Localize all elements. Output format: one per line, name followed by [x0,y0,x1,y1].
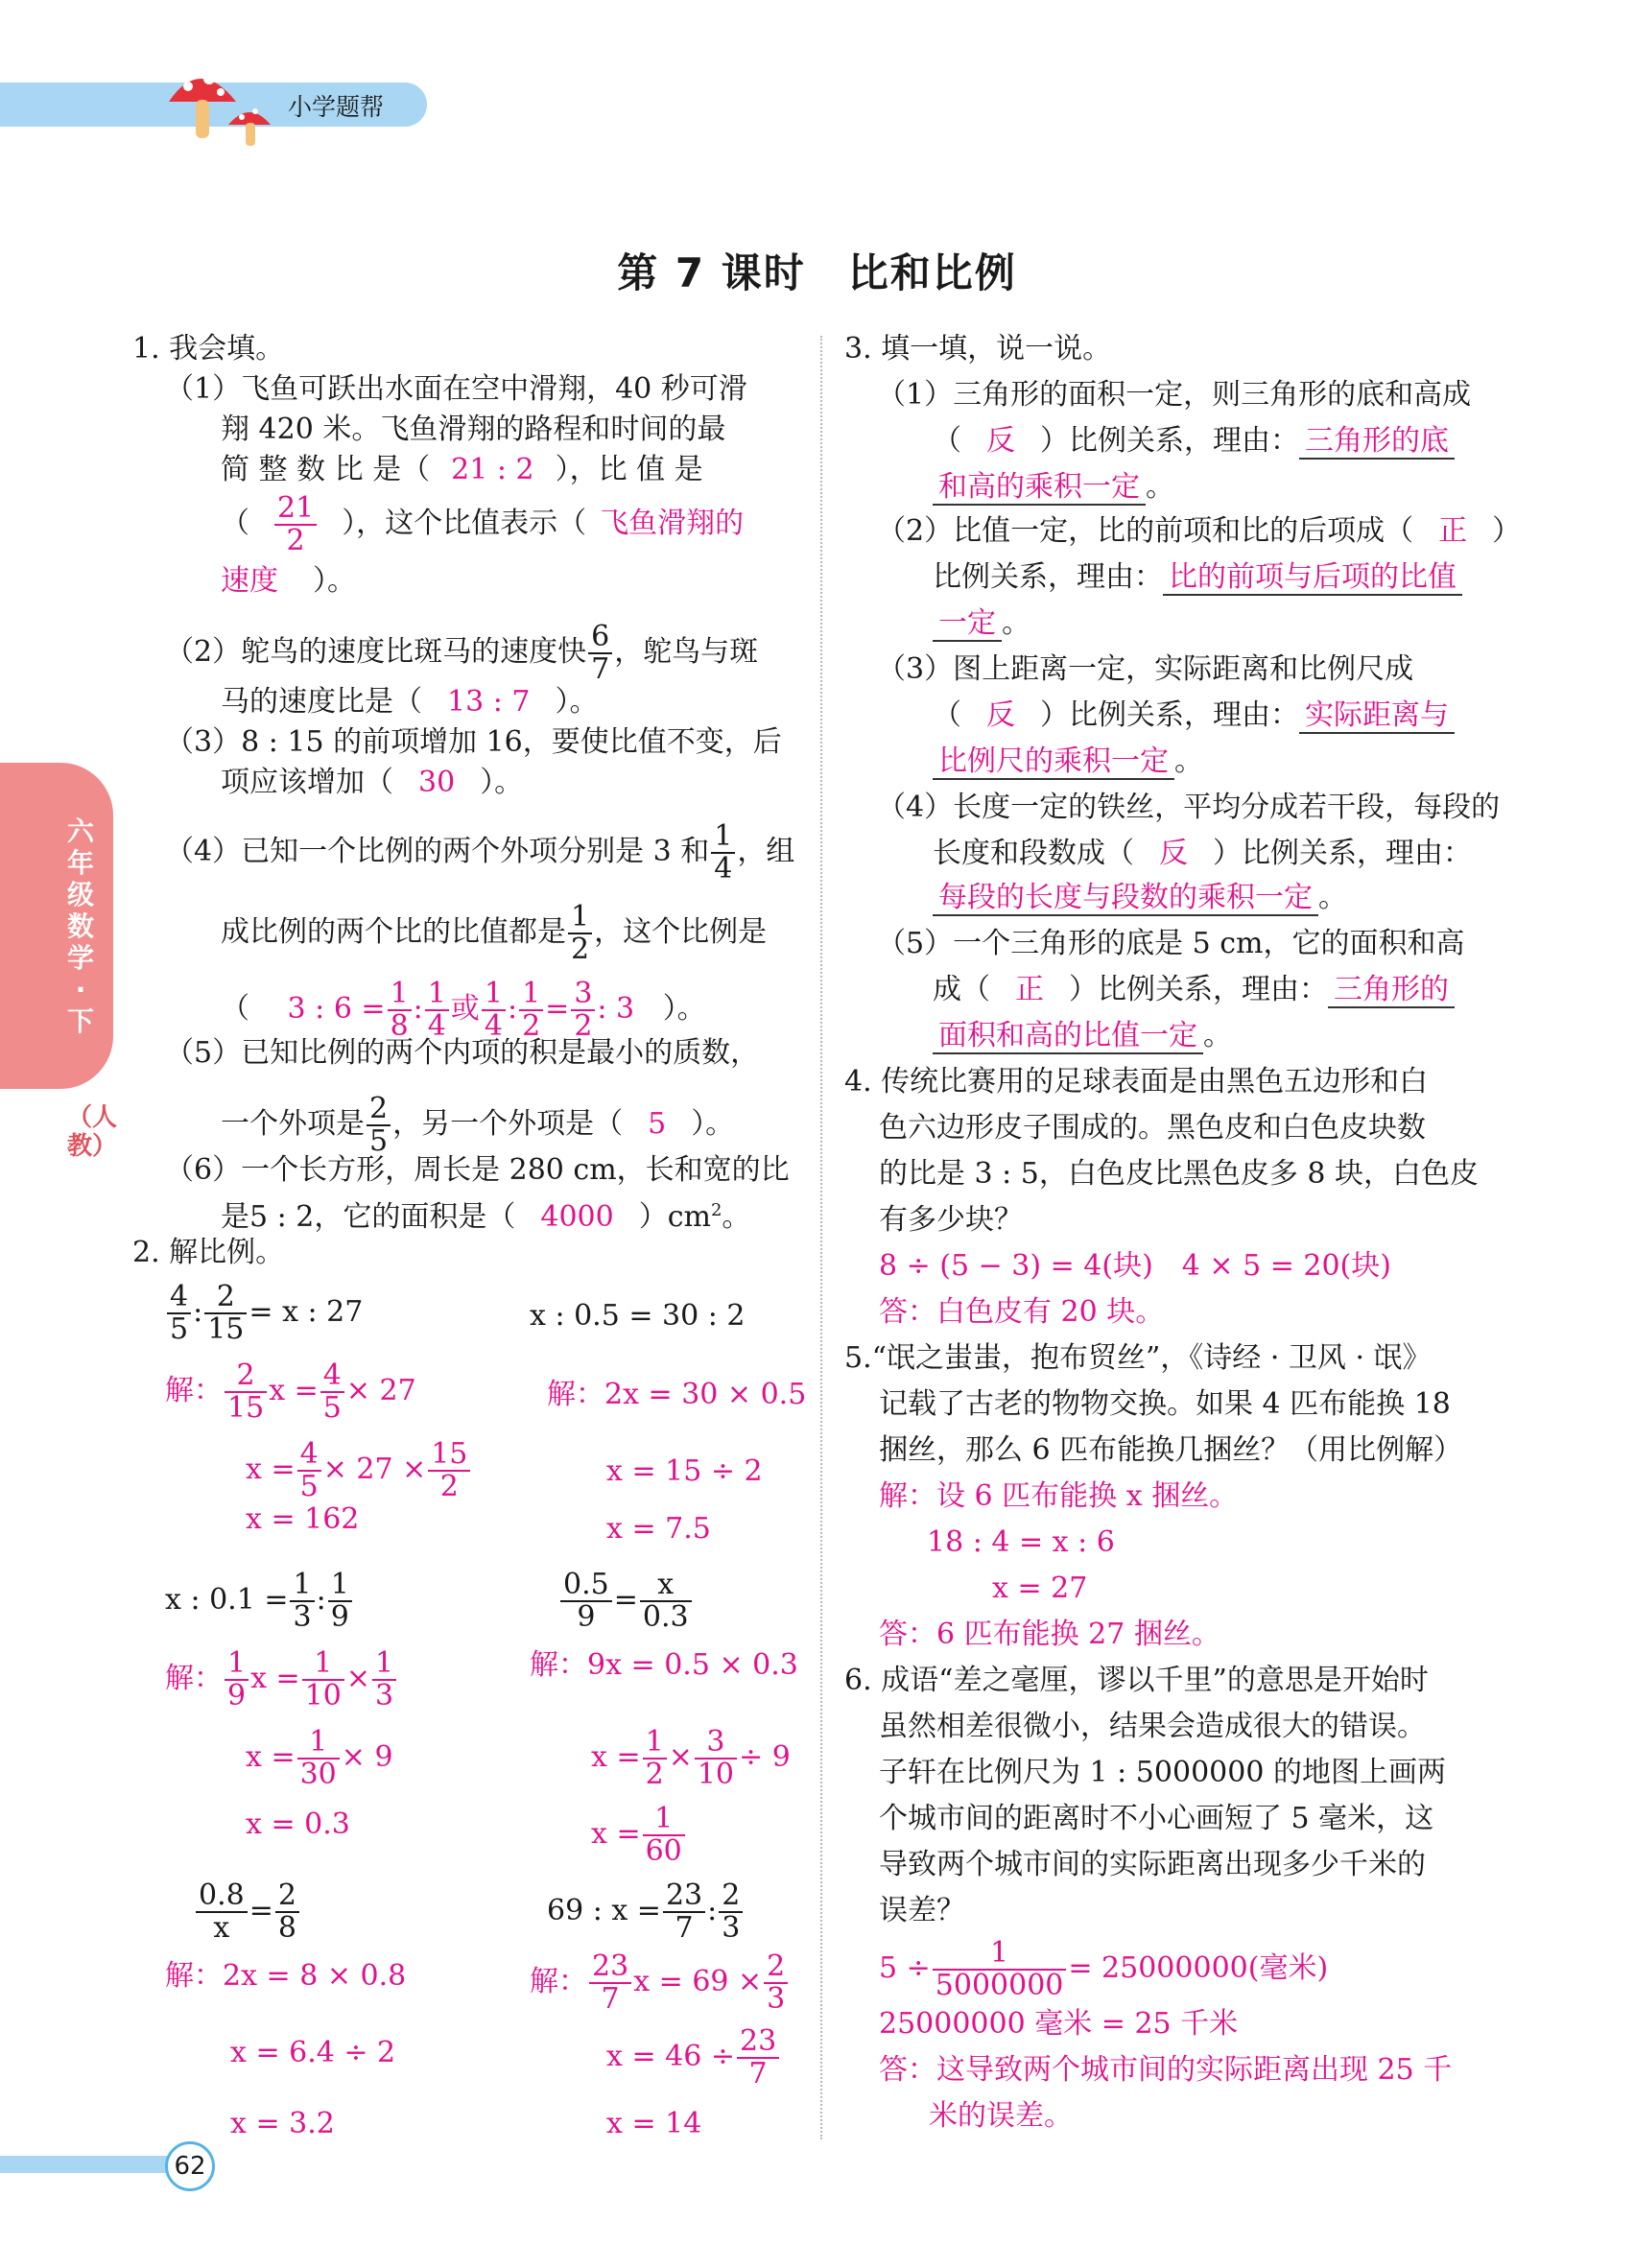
q2-e1-step2: x = $\frac{4}{5}$ × 27 × $\frac{15}{2}$ [246,1439,472,1502]
q5-step3: x = 27 [992,1571,1088,1605]
q1-p1-answer-ratio: 21 : 2 [451,453,534,486]
q2-e1-step3: x = 162 [246,1502,360,1536]
page-number: 62 [165,2141,215,2191]
q5-line1: 5.“氓之蚩蚩，抱布贸丝”，《诗经 · 卫风 · 氓》 [844,1341,1432,1375]
edition-label: （人教） [67,1103,118,1161]
column-divider [820,336,822,2139]
q2-e6-step3: x = 14 [606,2107,702,2140]
q1-p3-answer: 30 [418,766,456,799]
q2-e4-question: $\frac{0.5}{9}$ = $\frac{x}{0.3}$ [558,1570,694,1633]
q5-step1: 解：设 6 匹布能换 x 捆丝。 [879,1479,1239,1513]
q1-p1-line1: （1）飞鱼可跃出水面在空中滑翔，40 秒可滑 [165,372,747,406]
q2-e6-step1: 解： $\frac{23}{7}$ x = 69 × $\frac{2}{3}$ [530,1951,790,2015]
q3-p3-line2: （ 反 ）比例关系，理由： 实际距离与 [933,698,1455,733]
grade-label: 六年级数学·下 [66,815,94,1037]
q1-p6-line2: 是5 : 2，它的面积是（ 4000 ）$cm^2$。 [221,1200,751,1234]
q2-e4-step1: 解：9x = 0.5 × 0.3 [530,1648,798,1682]
q5-step2: 18 : 4 = x : 6 [927,1525,1115,1559]
q3-p1-line3: 和高的乘积一定 。 [933,470,1174,505]
q1-p1-answer-meaning: 飞鱼滑翔的 [600,507,745,540]
q6-answer-line1: 答：这导致两个城市间的实际距离出现 25 千 [879,2053,1453,2087]
q3-p2-line1: （2）比值一定，比的前项和比的后项成（ 正 ） [877,514,1522,548]
q6-line4: 个城市间的距离时不小心画短了 5 毫米，这 [879,1802,1434,1835]
q5-line2: 记载了古老的物物交换。如果 4 匹布能换 18 [879,1387,1451,1421]
q6-line5: 导致两个城市间的实际距离出现多少千米的 [879,1848,1426,1881]
q6-line3: 子轩在比例尺为 1 : 5000000 的地图上画两 [879,1756,1446,1789]
mushroom-icon [161,56,276,148]
q1-p1-answer-fraction: $\frac{21}{2}$ [274,493,317,556]
page-title: 第 7 课时 比和比例 [617,249,1017,296]
q1-p5-line1: （5）已知比例的两个内项的积是最小的质数， [165,1036,760,1070]
q1-p2-answer: 13 : 7 [447,685,531,719]
q2-e5-step3: x = 3.2 [230,2107,335,2140]
q1-p1-line2: 翔 420 米。飞鱼滑翔的路程和时间的最 [221,413,726,446]
q2-e6-step2: x = 46 ÷ $\frac{23}{7}$ [606,2026,781,2090]
footer-band [0,2156,192,2173]
q6-answer-line2: 米的误差。 [929,2099,1073,2133]
q2-e2-step1: 解：2x = 30 × 0.5 [547,1378,807,1411]
q1-p2-line1: （2）鸵鸟的速度比斑马的速度快 $\frac{6}{7}$ ，鸵鸟与斑 [165,620,759,686]
q4-line2: 色六边形皮子围成的。黑色皮和白色皮块数 [879,1111,1426,1145]
q3-p4-line1: （4）长度一定的铁丝，平均分成若干段，每段的 [877,791,1501,824]
q1-p6-answer: 4000 [540,1200,614,1234]
q6-line6: 误差？ [879,1894,965,1927]
q1-p1-line4: （ $\frac{21}{2}$ ），这个比值表示（ 飞鱼滑翔的 [221,491,745,557]
q3-p4-line2: 长度和段数成（ 反 ）比例关系，理由： [933,837,1472,870]
q6-line2: 虽然相差很微小，结果会造成很大的错误。 [879,1710,1426,1743]
q3-p3-line1: （3）图上距离一定，实际距离和比例尺成 [877,652,1414,686]
q2-e1-question: $\frac{4}{5}$ : $\frac{2}{15}$ = x : 27 [165,1282,363,1345]
brand-label: 小学题帮 [288,93,385,121]
q5-answer: 答：6 匹布能换 27 捆丝。 [879,1618,1220,1651]
q2-e2-question: x : 0.5 = 30 : 2 [530,1299,746,1333]
q3-p5-line2: 成（ 正 ）比例关系，理由： 三角形的 [933,973,1455,1007]
q3-p2-line3: 一定 。 [933,606,1030,641]
q3-p1-line2: （ 反 ）比例关系，理由： 三角形的底 [933,424,1455,459]
q1-heading: 1. 我会填。 [132,332,285,366]
q2-e3-step1: 解： $\frac{1}{9}$ x = $\frac{1}{10}$ × $\frac{1}{3}$ [165,1648,398,1712]
q2-e4-step3: x = $\frac{1}{60}$ [591,1804,687,1867]
q4-line4: 有多少块？ [879,1203,1023,1237]
q3-p1-line1: （1）三角形的面积一定，则三角形的底和高成 [877,378,1472,412]
q1-p1-line3: 简 整 数 比 是（ 21 : 2 ），比 值 是 [221,453,703,486]
q3-p3-line3: 比例尺的乘积一定 。 [933,744,1203,779]
q1-p5-line2: 一个外项是 $\frac{2}{5}$ ，另一个外项是（ 5 ）。 [221,1092,735,1158]
q2-e5-step2: x = 6.4 ÷ 2 [230,2036,396,2069]
q4-solution: 8 ÷ (5 − 3) = 4(块) 4 × 5 = 20(块) [879,1249,1391,1283]
q2-e2-step2: x = 15 ÷ 2 [606,1454,763,1488]
q2-e5-step1: 解：2x = 8 × 0.8 [165,1959,407,1993]
q4-answer: 答：白色皮有 20 块。 [879,1295,1165,1329]
q1-p4-answer: 3 : 6 = $\frac{1}{8}$ : $\frac{1}{4}$ 或 $\frac{1}{4}$ : $\frac{1}{2}$ = $\frac{3}{2}$ : 3 [287,977,635,1043]
q2-e1-step1: 解： $\frac{2}{15}$ x = $\frac{4}{5}$ × 27 [165,1358,416,1425]
q2-e3-step3: x = 0.3 [246,1807,350,1841]
q4-line3: 的比是 3 : 5，白色皮比黑色皮多 8 块，白色皮 [879,1157,1480,1191]
q1-p4-line2: 成比例的两个比的比值都是 $\frac{1}{2}$ ，这个比例是 [221,900,768,966]
q2-e3-step2: x = $\frac{1}{30}$ × 9 [246,1725,393,1791]
q1-p5-answer: 5 [648,1107,667,1141]
q2-e6-question: 69 : x = $\frac{23}{7}$ : $\frac{2}{3}$ [547,1880,745,1944]
q3-p5-line3: 面积和高的比值一定 。 [933,1019,1232,1053]
q6-step2: 25000000 毫米 = 25 千米 [879,2007,1239,2041]
q1-p4-line1: （4）已知一个比例的两个外项分别是 3 和 $\frac{1}{4}$ ，组 [165,819,795,886]
q4-line1: 4. 传统比赛用的足球表面是由黑色五边形和白 [844,1065,1429,1099]
q2-heading: 2. 解比例。 [132,1236,285,1269]
q2-e3-question: x : 0.1 = $\frac{1}{3}$ : $\frac{1}{9}$ [165,1570,354,1633]
q5-line3: 捆丝，那么 6 匹布能换几捆丝？（用比例解） [879,1433,1463,1467]
q3-p4-line3: 每段的长度与段数的乘积一定 。 [933,881,1347,915]
q2-e4-step2: x = $\frac{1}{2}$ × $\frac{3}{10}$ ÷ 9 [591,1725,791,1791]
q1-p4-line3: （ 3 : 6 = $\frac{1}{8}$ : $\frac{1}{4}$ 或 $\frac{1}{4}$ : $\frac{1}{2}$ = $\frac{3}{2}$ : 3 ）。 [221,977,706,1043]
q1-p3-line2: 项应该增加（ 30 ）。 [221,766,524,799]
q1-p1-line5: 速度 ）。 [221,564,356,598]
q2-e5-question: $\frac{0.8}{x}$ = $\frac{2}{8}$ [194,1880,301,1944]
q3-p5-line1: （5）一个三角形的底是 5 cm，它的面积和高 [877,927,1465,960]
q6-line1: 6. 成语“差之毫厘，谬以千里”的意思是开始时 [844,1664,1429,1697]
q3-heading: 3. 填一填，说一说。 [844,332,1112,366]
q3-p2-line2: 比例关系，理由： 比的前项与后项的比值 [933,560,1462,595]
q1-p3-line1: （3）8 : 15 的前项增加 16，要使比值不变，后 [165,725,782,759]
q2-e2-step3: x = 7.5 [606,1512,711,1546]
q1-p6-line1: （6）一个长方形，周长是 280 cm，长和宽的比 [165,1153,790,1187]
q6-step1: 5 ÷ $\frac{1}{5000000}$ = 25000000(毫米) [879,1936,1329,2002]
q1-p2-line2: 马的速度比是（ 13 : 7 ）。 [221,685,599,719]
